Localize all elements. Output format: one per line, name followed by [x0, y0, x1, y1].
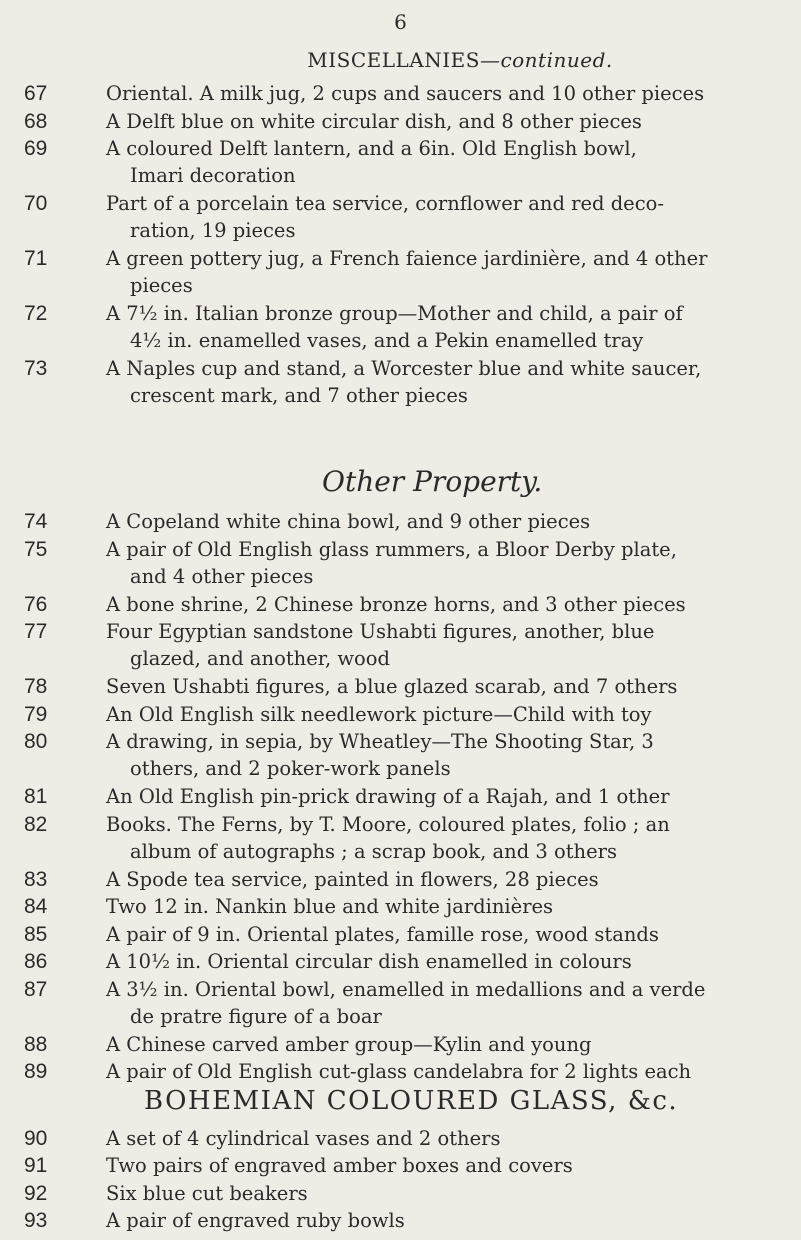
lot-description: Two pairs of engraved amber boxes and covers [106, 1154, 573, 1177]
lot-number: 91 [24, 1154, 48, 1177]
lot-description: A Copeland white china bowl, and 9 other pieces [106, 510, 591, 533]
lot-number: 82 [24, 813, 48, 836]
lot-number: 74 [24, 510, 48, 533]
lot-entry [0, 1031, 790, 1058]
lot-entry [0, 591, 790, 618]
lot-entry [0, 893, 790, 920]
lot-number: 86 [24, 950, 48, 973]
lot-number: 70 [24, 192, 48, 215]
lot-number: 90 [24, 1127, 48, 1150]
lot-entry [0, 1125, 790, 1152]
section-heading-other-property: Other Property. [322, 465, 543, 498]
lot-entry [0, 618, 790, 673]
lot-number: 85 [24, 923, 48, 946]
lot-description: Four Egyptian sandstone Ushabti figures, another, blue glazed, and another, wood [106, 620, 655, 671]
lot-entry [0, 245, 790, 300]
lot-entry [0, 921, 790, 948]
running-head-title: MISCELLANIES [307, 48, 480, 72]
lot-description: Six blue cut beakers [106, 1182, 308, 1205]
lot-description: A Spode tea service, painted in flowers, 28 pieces [106, 868, 599, 891]
lot-description: A drawing, in sepia, by Wheatley—The Shooting Star, 3 others, and 2 poker-work panels [106, 730, 654, 781]
lot-entry [0, 135, 790, 190]
lot-number: 79 [24, 703, 48, 726]
lot-description: A bone shrine, 2 Chinese bronze horns, and 3 other pieces [106, 593, 686, 616]
lot-entry [0, 948, 790, 975]
lot-description: Oriental. A milk jug, 2 cups and saucers and 10 other pieces [106, 82, 705, 105]
lot-number: 83 [24, 868, 48, 891]
lot-description: A coloured Delft lantern, and a 6in. Old English bowl, Imari decoration [106, 137, 637, 188]
lot-number: 78 [24, 675, 48, 698]
lot-entry [0, 783, 790, 810]
lot-description: Books. The Ferns, by T. Moore, coloured plates, folio ; an album of autographs ; a scrap book, and 3 others [106, 813, 670, 864]
lot-number: 93 [24, 1209, 48, 1232]
lot-entry [0, 190, 790, 245]
lot-entry [0, 80, 790, 107]
lot-entry [0, 1207, 790, 1234]
lot-number: 88 [24, 1033, 48, 1056]
lot-description: A pair of 9 in. Oriental plates, famille rose, wood stands [106, 923, 659, 946]
lot-entry [0, 701, 790, 728]
lot-description: An Old English silk needlework picture—Child with toy [106, 703, 652, 726]
lot-description: A 7½ in. Italian bronze group—Mother and child, a pair of 4½ in. enamelled vases, and a Pekin enamelled tray [106, 302, 683, 353]
lot-entry [0, 728, 790, 783]
lot-number: 87 [24, 978, 48, 1001]
lot-number: 77 [24, 620, 48, 643]
lot-number: 92 [24, 1182, 48, 1205]
lot-entry [0, 976, 790, 1031]
lot-entry [0, 1152, 790, 1179]
lot-entry [0, 536, 790, 591]
lot-number: 71 [24, 247, 48, 270]
lot-entry [0, 811, 790, 866]
running-head [150, 48, 770, 72]
section-heading-bohemian-glass: BOHEMIAN COLOURED GLASS, &c. [144, 1086, 679, 1116]
lot-number: 89 [24, 1060, 48, 1083]
lot-entry [0, 355, 790, 410]
lot-description: A set of 4 cylindrical vases and 2 others [106, 1127, 501, 1150]
lot-description: Seven Ushabti figures, a blue glazed scarab, and 7 others [106, 675, 678, 698]
lot-description: A pair of engraved ruby bowls [106, 1209, 405, 1232]
lot-description: A 3½ in. Oriental bowl, enamelled in medallions and a verde de pratre figure of a boar [106, 978, 706, 1029]
lot-number: 73 [24, 357, 48, 380]
lot-description: A Delft blue on white circular dish, and 8 other pieces [106, 110, 642, 133]
lot-description: Part of a porcelain tea service, cornflower and red deco- ration, 19 pieces [106, 192, 664, 243]
lot-entry [0, 508, 790, 535]
lot-entry [0, 300, 790, 355]
page-number: 6 [394, 10, 407, 34]
lot-number: 69 [24, 137, 48, 160]
lot-number: 84 [24, 895, 48, 918]
lot-number: 76 [24, 593, 48, 616]
lot-description: A green pottery jug, a French faience jardinière, and 4 other pieces [106, 247, 708, 298]
lot-description: Two 12 in. Nankin blue and white jardinières [106, 895, 554, 918]
lot-number: 81 [24, 785, 48, 808]
lot-description: A Naples cup and stand, a Worcester blue and white saucer, crescent mark, and 7 other pieces [106, 357, 702, 408]
lot-entry [0, 866, 790, 893]
lot-description: A 10½ in. Oriental circular dish enamelled in colours [106, 950, 632, 973]
lot-number: 67 [24, 82, 48, 105]
lot-description: A pair of Old English glass rummers, a Bloor Derby plate, and 4 other pieces [106, 538, 677, 589]
lot-entry [0, 1180, 790, 1207]
lot-number: 68 [24, 110, 48, 133]
lot-entry [0, 673, 790, 700]
running-head-suffix: —continued. [479, 48, 613, 72]
lot-entry [0, 108, 790, 135]
lot-number: 75 [24, 538, 48, 561]
lot-number: 72 [24, 302, 48, 325]
lot-description: An Old English pin-prick drawing of a Rajah, and 1 other [106, 785, 670, 808]
lot-description: A Chinese carved amber group—Kylin and young [106, 1033, 592, 1056]
lot-entry [0, 1058, 790, 1085]
lot-description: A pair of Old English cut-glass candelabra for 2 lights each [106, 1060, 692, 1083]
lot-number: 80 [24, 730, 48, 753]
